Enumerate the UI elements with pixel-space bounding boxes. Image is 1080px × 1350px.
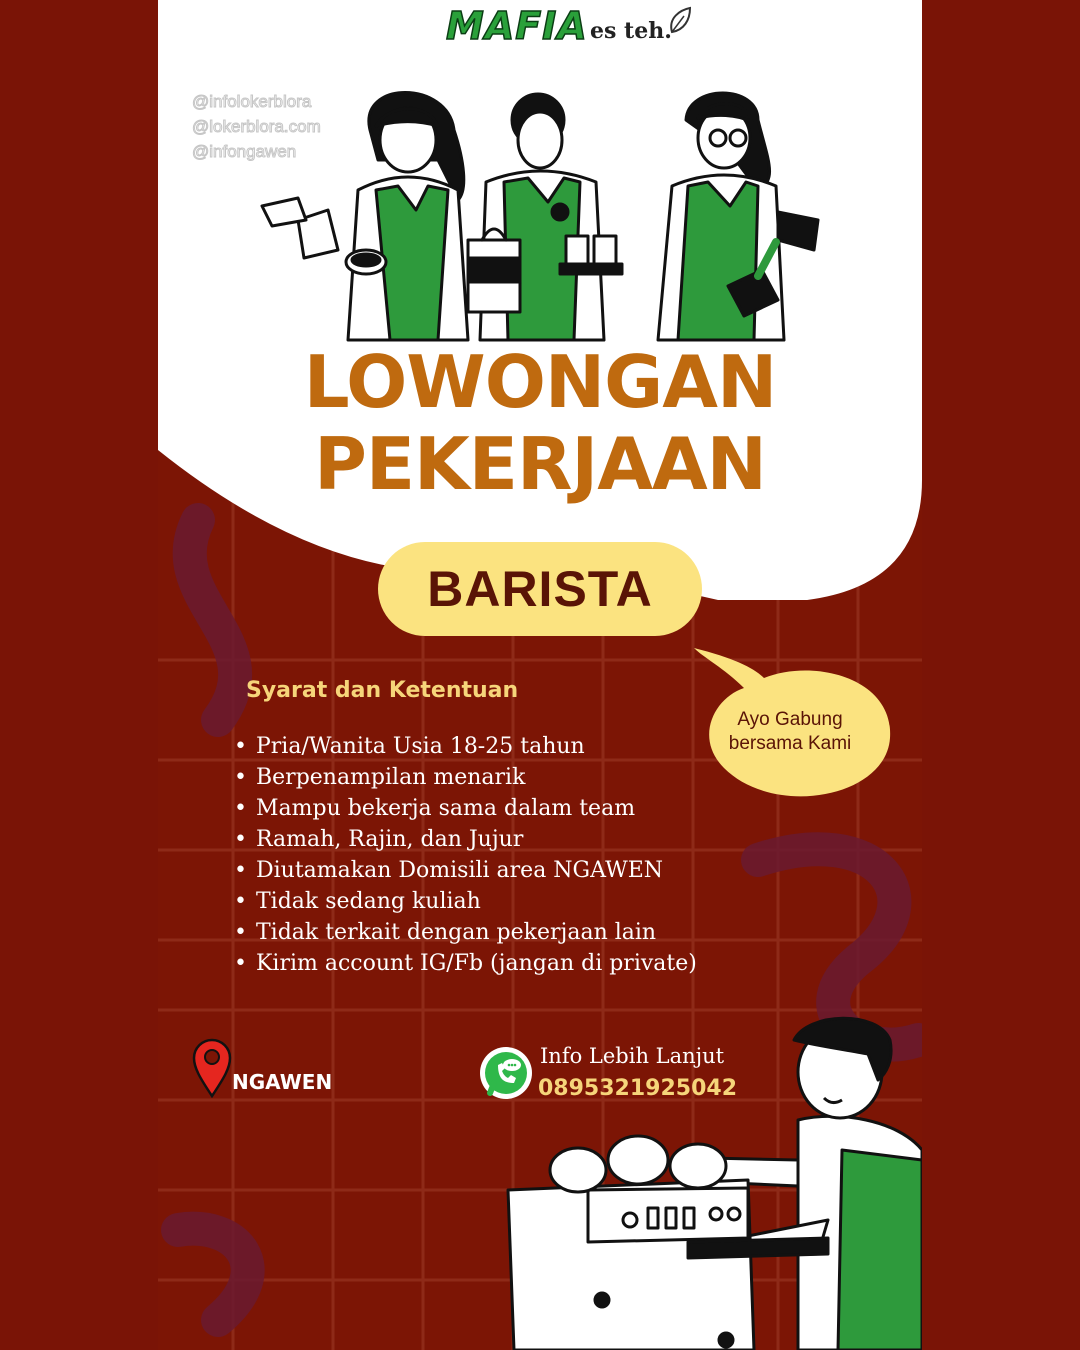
contact-label: Info Lebih Lanjut [540, 1044, 725, 1068]
watermark-2: @lokerblora.com [192, 117, 321, 136]
location-label: NGAWEN [232, 1070, 333, 1094]
position-title: BARISTA [427, 561, 653, 617]
leaf-icon [668, 6, 694, 36]
baristas-illustration [258, 90, 828, 350]
job-poster [158, 0, 922, 1350]
logo-main-text: MAFIA [446, 4, 588, 48]
headline-line-2: PEKERJAAN [314, 422, 766, 506]
logo-sub-text: es teh. [590, 18, 672, 44]
requirement-item: • Kirim account IG/Fb (jangan di private) [234, 948, 697, 979]
requirement-item: • Ramah, Rajin, dan Jujur [234, 824, 697, 855]
requirement-item: • Berpenampilan menarik [234, 762, 697, 793]
map-pin-icon [192, 1038, 232, 1098]
requirement-item: • Tidak terkait dengan pekerjaan lain [234, 917, 697, 948]
bubble-line-2: bersama Kami [728, 733, 852, 754]
requirement-item: • Pria/Wanita Usia 18-25 tahun [234, 731, 697, 762]
bubble-line-1: Ayo Gabung [737, 709, 843, 730]
requirement-item: • Mampu bekerja sama dalam team [234, 793, 697, 824]
requirement-item: • Diutamakan Domisili area NGAWEN [234, 855, 697, 886]
watermark-3: @infongawen [192, 142, 297, 161]
requirements-title: Syarat dan Ketentuan [246, 678, 519, 703]
requirement-item: • Tidak sedang kuliah [234, 886, 697, 917]
speech-bubble-text [706, 708, 874, 756]
position-badge [378, 542, 702, 636]
brand-logo [446, 4, 706, 50]
requirements-list [234, 731, 697, 979]
watermark-1: @infolokerblora [192, 92, 312, 111]
espresso-barista-illustration [498, 1010, 922, 1350]
contact-phone[interactable]: 0895321925042 [538, 1076, 737, 1101]
headline-line-1: LOWONGAN [303, 340, 777, 424]
